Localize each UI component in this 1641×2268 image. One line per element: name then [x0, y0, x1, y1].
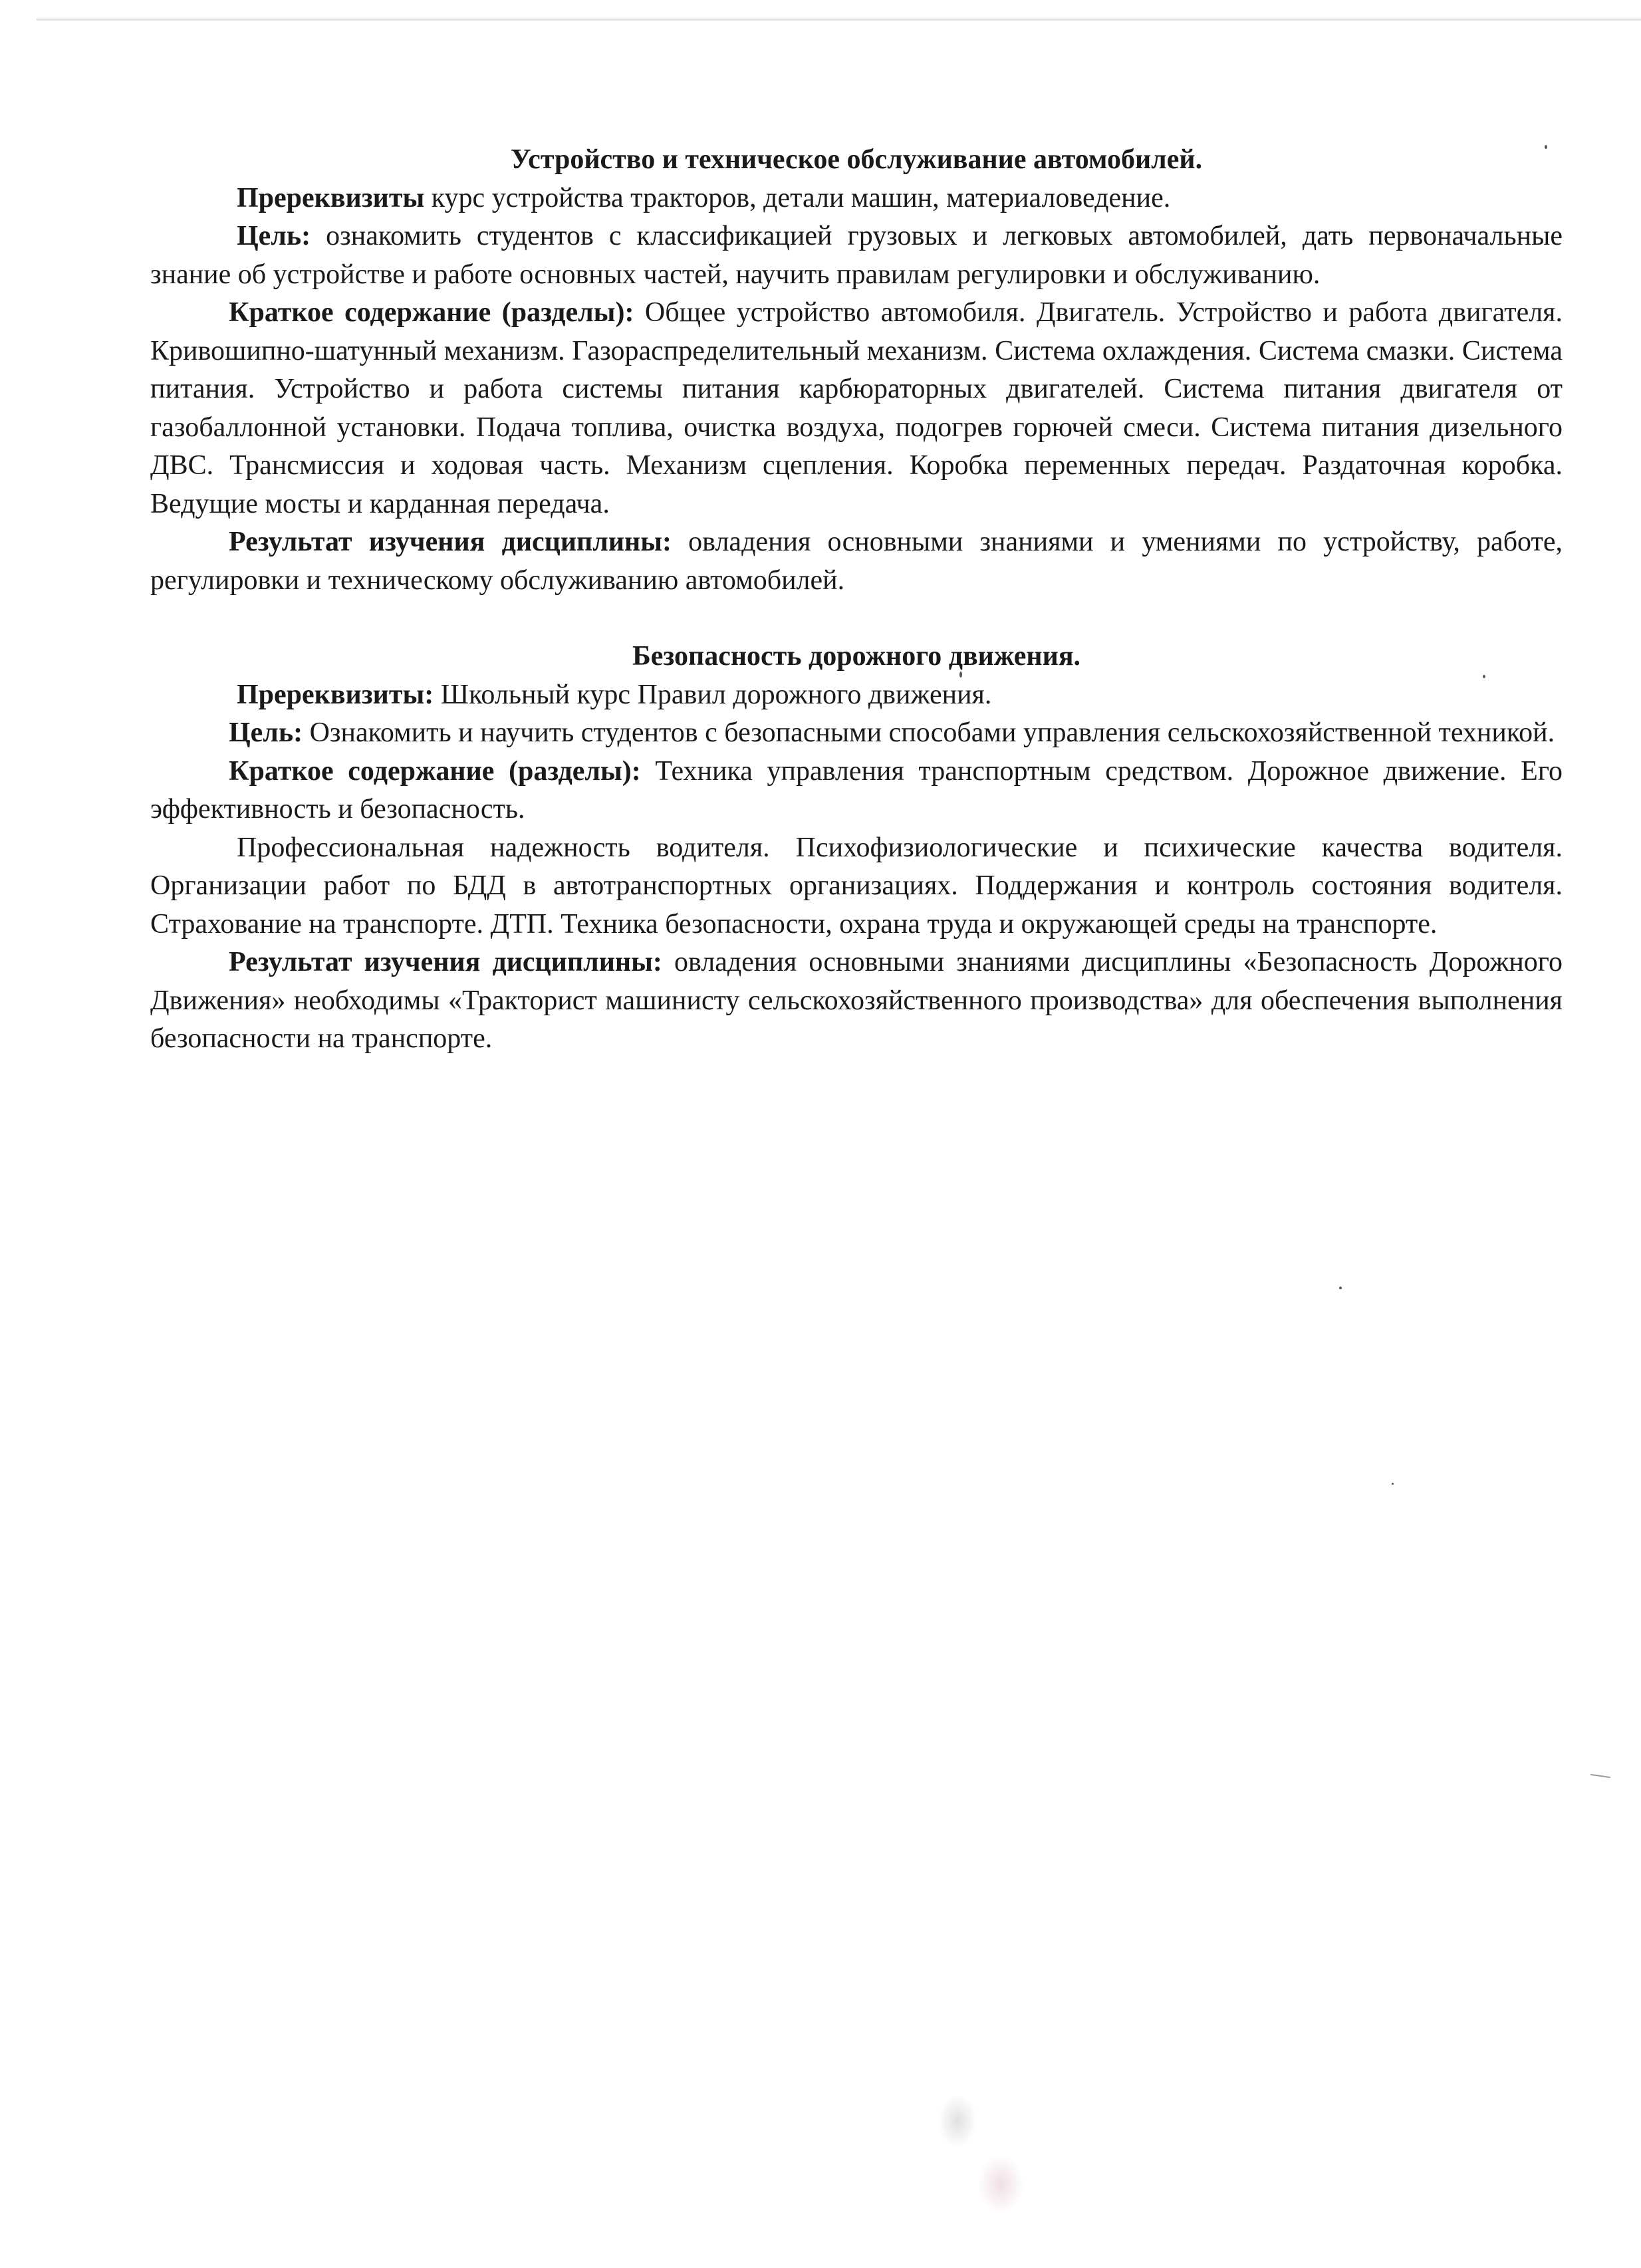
scan-speck — [959, 672, 962, 678]
fingerprint-smudge — [938, 2094, 977, 2148]
paragraph-text: курс устройства тракторов, детали машин, материаловедение. — [424, 182, 1171, 213]
scan-edge-line — [37, 19, 1641, 21]
paragraph-text: Ознакомить и научить студентов с безопасными способами управления сельскохозяйственной техникой. — [303, 717, 1555, 748]
section-spacer — [150, 600, 1563, 638]
paragraph-label: Цель: — [229, 717, 303, 748]
document-page — [150, 141, 1563, 1059]
paragraph-text: овладения основными знаниями и умениями по устройству, работе, регулировки и техническому обслуживанию автомобилей. — [150, 527, 1563, 596]
paragraph-label: Результат изучения дисциплины: — [229, 527, 672, 557]
paragraph-label: Цель: — [237, 221, 311, 251]
scan-edge-mark — [1590, 1774, 1610, 1778]
result-paragraph — [150, 944, 1563, 1059]
result-paragraph — [150, 523, 1563, 600]
section-title: Безопасность дорожного движения. — [632, 641, 1081, 672]
paragraph-label: Краткое содержание (разделы): — [229, 297, 634, 328]
goal-paragraph — [150, 714, 1563, 753]
goal-paragraph — [150, 217, 1563, 294]
paragraph-text: Профессиональная надежность водителя. Психофизиологические и психические качества водителя. Организации работ по БДД в автотранспортных организациях. Поддержания и контроль состояния водителя. Страхование на транспорте. ДТП. Техника безопасности, охрана труда и окружающей среды на транспорте. — [150, 832, 1563, 940]
prerequisites-paragraph — [150, 180, 1563, 218]
fingerprint-smudge — [977, 2154, 1024, 2214]
paragraph-label: Пререквизиты — [237, 182, 425, 213]
paragraph-text: Общее устройство автомобиля. Двигатель. Устройство и работа двигателя. Кривошипно-шатунный механизм. Газораспределительный механизм. Система охлаждения. Система смазки. Система питания. Устройство и работа системы питания карбюраторных двигателей. Система питания двигателя от газобаллонной установки. Подача топлива, очистка воздуха, подогрев горючей смеси. Система питания дизельного ДВС. Трансмиссия и ходовая часть. Механизм сцепления. Коробка переменных передач. Раздаточная коробка. Ведущие мосты и карданная передача. — [150, 297, 1563, 519]
paragraph-text: Техника управления транспортным средством. Дорожное движение. Его эффективность и безопасность. — [150, 755, 1563, 824]
summary-paragraph — [150, 753, 1563, 829]
paragraph-label: Пререквизиты: — [237, 679, 434, 710]
summary-paragraph — [150, 294, 1563, 523]
prerequisites-paragraph — [150, 676, 1563, 715]
paragraph-text: овладения основными знаниями дисциплины «Безопасность Дорожного Движения» необходимы «Тракторист машинисту сельскохозяйственного производства» для обеспечения выполнения безопасности на транспорте. — [150, 947, 1563, 1054]
scan-speck — [1483, 675, 1485, 678]
summary-continuation-paragraph — [150, 829, 1563, 944]
paragraph-label: Краткое содержание (разделы): — [229, 755, 641, 787]
paragraph-label: Результат изучения дисциплины: — [229, 947, 662, 977]
section-title: Устройство и техническое обслуживание автомобилей. — [510, 144, 1203, 175]
section-road-safety — [150, 638, 1563, 1059]
paragraph-text: ознакомить студентов с классификацией грузовых и легковых автомобилей, дать первоначальные знание об устройстве и работе основных частей, научить правилам регулировки и обслуживанию. — [150, 221, 1563, 290]
paragraph-text: Школьный курс Правил дорожного движения. — [434, 679, 992, 710]
scan-speck — [1392, 1483, 1394, 1485]
section-car-maintenance — [150, 141, 1563, 600]
scan-speck — [1339, 1287, 1342, 1289]
scan-speck — [1545, 145, 1547, 149]
